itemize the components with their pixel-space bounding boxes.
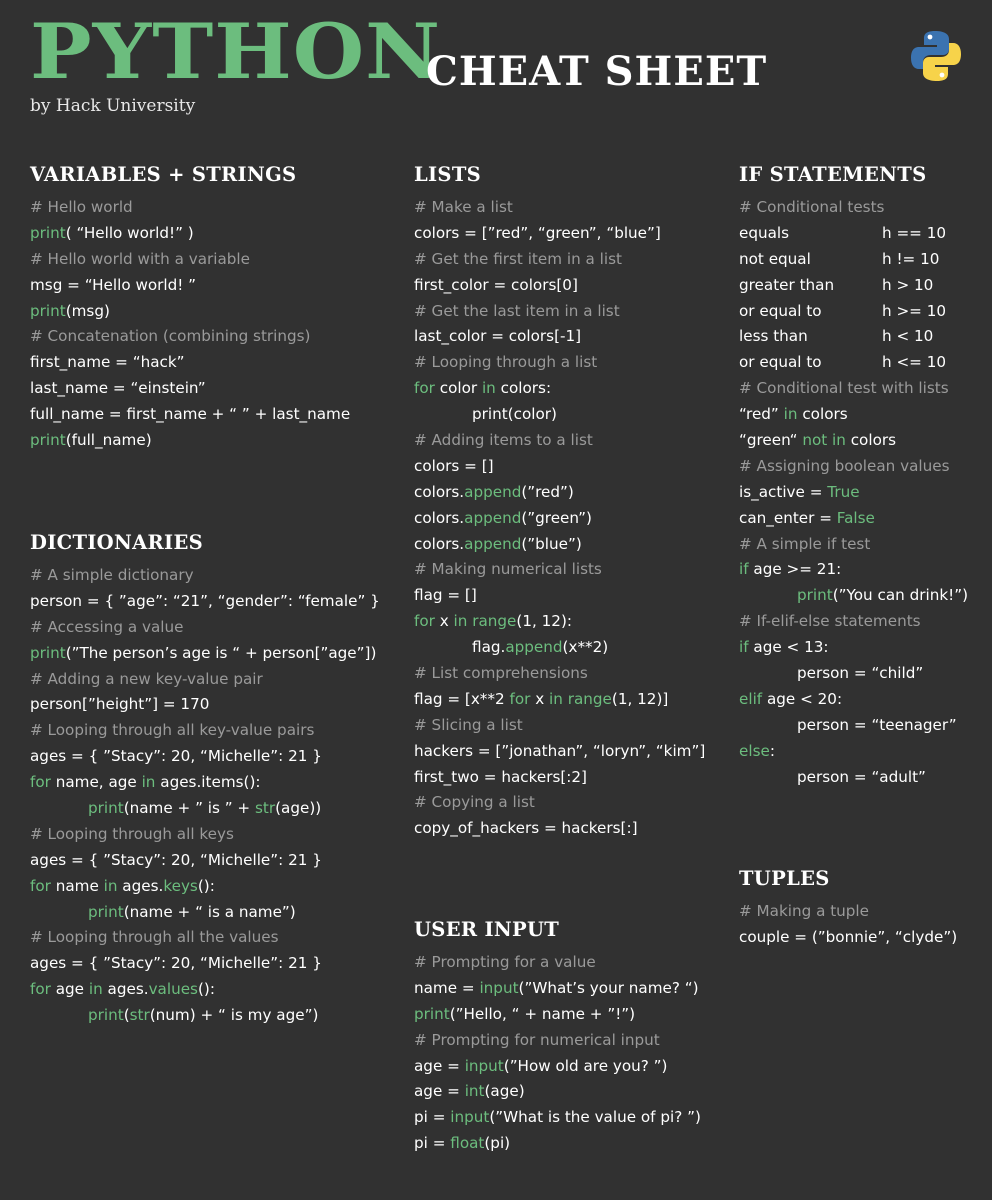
code-keyword: append <box>464 508 522 527</box>
code-comment-line <box>30 324 390 350</box>
section-if-statements <box>739 163 989 790</box>
code-text: pi = <box>414 1108 451 1127</box>
code-keyword: False <box>836 508 875 527</box>
code-text: name, age <box>50 773 142 792</box>
code-comment-line <box>739 195 989 221</box>
code-text: full_name = first_name + “ ” + last_name <box>30 405 351 424</box>
code-text: ages.items(): <box>155 773 261 792</box>
code-keyword: for <box>414 612 435 631</box>
code-line <box>414 273 724 299</box>
code-text: color <box>434 379 482 398</box>
code-keyword: not in <box>802 431 846 450</box>
code-line <box>414 402 724 428</box>
comparison-row <box>739 273 989 299</box>
code-comment-line <box>30 247 390 273</box>
comparison-label: equals <box>739 223 790 242</box>
code-comment-line <box>30 195 390 221</box>
code-text: (pi) <box>484 1134 511 1153</box>
code-comment-line <box>739 899 989 925</box>
code-text: # Make a list <box>414 198 513 216</box>
code-text: # Looping through a list <box>414 353 598 372</box>
code-text: ages. <box>117 876 164 895</box>
code-text: # Prompting for a value <box>414 953 596 971</box>
code-text: “red” <box>739 405 784 424</box>
code-line <box>30 350 390 376</box>
code-line <box>30 641 400 667</box>
code-text: # Looping through all key-value pairs <box>30 721 315 740</box>
code-keyword: print <box>414 1004 450 1023</box>
code-line <box>739 635 989 661</box>
code-text: # Looping through all keys <box>30 824 234 843</box>
code-line <box>30 221 390 247</box>
code-comment-line <box>739 609 989 635</box>
code-text: (”You can drink!”) <box>832 586 969 605</box>
comparison-label: or equal to <box>739 301 822 320</box>
comparison-expression: h > 10 <box>882 275 934 294</box>
code-keyword: else <box>739 741 770 760</box>
code-line <box>30 796 400 822</box>
code-line <box>739 925 989 951</box>
code-text: ages = { ”Stacy”: 20, “Michelle”: 21 } <box>30 850 322 869</box>
code-keyword: print <box>88 902 124 921</box>
section-title: TUPLES <box>739 867 830 890</box>
code-line <box>30 273 390 299</box>
code-text: age = <box>414 1056 465 1075</box>
code-line <box>739 687 989 713</box>
code-text: x <box>434 612 454 631</box>
code-comment-line <box>414 661 724 687</box>
code-text: age < 13: <box>748 638 829 657</box>
code-line <box>414 687 724 713</box>
page-title: PYTHON <box>30 7 442 97</box>
byline: by Hack University <box>30 96 196 116</box>
code-text: # Hello world <box>30 198 133 216</box>
code-text: (age)) <box>275 799 322 818</box>
code-keyword: in <box>141 773 156 792</box>
code-keyword: str <box>129 1006 150 1025</box>
code-line <box>414 480 724 506</box>
code-keyword: for <box>509 689 531 708</box>
code-text: colors. <box>414 534 465 553</box>
code-comment-line <box>414 299 724 325</box>
code-keyword: int <box>464 1082 485 1101</box>
code-line <box>739 661 989 687</box>
code-text: # Adding items to a list <box>414 431 593 450</box>
code-text: colors. <box>414 482 465 501</box>
code-text: flag = [x**2 <box>414 689 510 708</box>
code-line <box>30 874 400 900</box>
code-text: : <box>769 741 775 760</box>
code-keyword: append <box>464 482 522 501</box>
code-line <box>414 506 724 532</box>
code-text: (”What is the value of pi? ”) <box>489 1108 701 1127</box>
code-text: colors. <box>414 508 465 527</box>
code-keyword: in <box>549 689 563 708</box>
code-comment-line <box>414 350 724 376</box>
code-keyword: for <box>30 980 51 999</box>
code-line <box>30 376 390 402</box>
code-keyword: print <box>30 431 66 450</box>
code-text: person = “adult” <box>797 767 926 786</box>
code-line <box>30 951 400 977</box>
code-line <box>30 402 390 428</box>
code-text: ( “Hello world!” ) <box>65 223 194 242</box>
code-line <box>739 428 989 454</box>
code-comment-line <box>414 1028 724 1054</box>
code-text: # Making a tuple <box>739 902 869 920</box>
code-line <box>30 770 400 796</box>
code-text: # Hello world with a variable <box>30 249 250 268</box>
code-line <box>414 739 724 765</box>
code-line <box>414 976 724 1002</box>
code-text: (”red”) <box>521 482 574 501</box>
code-keyword: input <box>450 1108 490 1127</box>
code-line <box>414 1002 724 1028</box>
code-comment-line <box>414 713 724 739</box>
code-comment-line <box>30 615 400 641</box>
code-text: can_enter = <box>739 508 837 527</box>
code-text: colors: <box>495 379 552 398</box>
code-text: person[”height”] = 170 <box>30 695 210 714</box>
comparison-row <box>739 247 989 273</box>
code-text: age = <box>414 1082 465 1101</box>
code-line <box>414 376 724 402</box>
code-text: # Conditional test with lists <box>739 379 949 398</box>
code-keyword: in <box>88 980 103 999</box>
code-text: copy_of_hackers = hackers[:] <box>414 819 638 838</box>
code-text: ages = { ”Stacy”: 20, “Michelle”: 21 } <box>30 954 322 973</box>
code-keyword: str <box>254 799 276 818</box>
code-text: (): <box>197 876 215 895</box>
comparison-row <box>739 324 989 350</box>
code-line <box>414 765 724 791</box>
code-keyword: True <box>827 482 860 501</box>
code-line <box>739 583 989 609</box>
code-comment-line <box>30 718 400 744</box>
code-text: last_color = colors[-1] <box>414 327 582 346</box>
code-keyword: values <box>148 980 198 999</box>
section-user-input <box>414 918 724 1157</box>
code-comment-line <box>30 667 400 693</box>
code-line <box>30 1003 400 1029</box>
code-text: first_two = hackers[:2] <box>414 767 587 786</box>
code-text: first_name = “hack” <box>30 353 185 372</box>
code-keyword: print <box>88 799 124 818</box>
code-text: name <box>50 876 104 895</box>
section-dictionaries <box>30 531 400 1029</box>
code-keyword: print <box>30 643 66 662</box>
code-text: “green“ <box>739 431 803 450</box>
code-text: (age) <box>484 1082 525 1101</box>
code-line <box>414 1054 724 1080</box>
code-comment-line <box>414 428 724 454</box>
section-title: LISTS <box>414 163 482 186</box>
code-text: age <box>50 980 89 999</box>
code-keyword: print <box>30 223 66 242</box>
comparison-label: or equal to <box>739 353 822 372</box>
comparison-label: not equal <box>739 249 811 268</box>
code-line <box>739 765 989 791</box>
code-text: hackers = [”jonathan”, “loryn”, “kim”] <box>414 741 706 760</box>
comparison-label: greater than <box>739 275 835 294</box>
code-text: flag = [] <box>414 586 477 605</box>
code-text: msg = “Hello world! ” <box>30 275 197 294</box>
code-line <box>414 532 724 558</box>
code-text: # Making numerical lists <box>414 560 602 579</box>
code-line <box>414 454 724 480</box>
code-text: # Concatenation (combining strings) <box>30 327 311 346</box>
code-text: (”What’s your name? “) <box>518 978 699 997</box>
code-text: (name + ” is ” + <box>123 799 255 818</box>
code-line <box>739 480 989 506</box>
code-text: last_name = “einstein” <box>30 379 206 398</box>
code-text: colors <box>797 405 848 424</box>
code-text: pi = <box>414 1134 451 1153</box>
section-title: DICTIONARIES <box>30 531 203 554</box>
comparison-label: less than <box>739 327 808 346</box>
code-line <box>414 324 724 350</box>
section-title: VARIABLES + STRINGS <box>30 163 297 186</box>
code-line <box>414 1105 724 1131</box>
code-text: # Slicing a list <box>414 715 523 734</box>
code-text: print(color) <box>472 405 557 424</box>
section-variables-strings <box>30 163 390 454</box>
code-text: (”Hello, “ + name + ”!”) <box>449 1004 636 1023</box>
code-keyword: in <box>103 876 118 895</box>
code-text: ( <box>123 1006 130 1025</box>
code-keyword: append <box>464 534 522 553</box>
comparison-expression: h <= 10 <box>882 353 947 372</box>
code-comment-line <box>414 247 724 273</box>
code-line <box>414 609 724 635</box>
code-text: (”How old are you? ”) <box>503 1056 668 1075</box>
code-text: name = <box>414 978 480 997</box>
code-text: (”The person’s age is “ + person[”age”]) <box>65 643 377 662</box>
code-comment-line <box>414 950 724 976</box>
comparison-expression: h == 10 <box>882 223 947 242</box>
code-keyword: in <box>783 405 798 424</box>
code-line <box>30 977 400 1003</box>
code-text: # Looping through all the values <box>30 928 279 947</box>
code-text: (x**2) <box>562 638 609 657</box>
section-title: USER INPUT <box>414 918 560 941</box>
code-line <box>30 428 390 454</box>
code-comment-line <box>739 532 989 558</box>
code-keyword: in <box>453 612 468 631</box>
code-text: # Adding a new key-value pair <box>30 669 263 688</box>
code-line <box>739 713 989 739</box>
code-keyword: range <box>472 612 517 631</box>
code-text: person = “child” <box>797 664 924 683</box>
code-line <box>739 739 989 765</box>
comparison-expression: h < 10 <box>882 327 934 346</box>
code-comment-line <box>739 454 989 480</box>
code-keyword: print <box>30 301 66 320</box>
code-text: (1, 12): <box>516 612 573 631</box>
code-line <box>30 900 400 926</box>
code-text: age < 20: <box>762 689 843 708</box>
section-lists <box>414 163 724 842</box>
code-text: # List comprehensions <box>414 664 588 683</box>
code-line <box>30 692 400 718</box>
code-comment-line <box>414 790 724 816</box>
code-text: is_active = <box>739 482 828 501</box>
code-line <box>30 589 400 615</box>
code-keyword: append <box>505 638 563 657</box>
code-text: # Get the last item in a list <box>414 301 620 320</box>
code-text: person = { ”age”: “21”, “gender”: “female” } <box>30 591 380 610</box>
code-comment-line <box>30 925 400 951</box>
code-text: (name + “ is a name”) <box>123 902 296 921</box>
code-text: # A simple if test <box>739 534 871 553</box>
code-line <box>414 635 724 661</box>
code-text: # Get the first item in a list <box>414 249 622 268</box>
code-keyword: input <box>464 1056 504 1075</box>
code-line <box>414 1079 724 1105</box>
comparison-row <box>739 221 989 247</box>
code-line <box>30 848 400 874</box>
code-text: (”green”) <box>521 508 592 527</box>
code-text: (full_name) <box>65 431 152 450</box>
code-comment-line <box>30 822 400 848</box>
code-keyword: input <box>479 978 519 997</box>
code-comment-line <box>414 195 724 221</box>
code-line <box>414 1131 724 1157</box>
code-text: person = “teenager” <box>797 715 957 734</box>
code-line <box>414 221 724 247</box>
code-line <box>739 402 989 428</box>
code-keyword: if <box>739 638 749 657</box>
code-text: couple = (”bonnie”, “clyde”) <box>739 927 958 946</box>
code-text: ages = { ”Stacy”: 20, “Michelle”: 21 } <box>30 747 322 766</box>
code-text: first_color = colors[0] <box>414 275 578 294</box>
code-keyword: for <box>414 379 435 398</box>
comparison-row <box>739 350 989 376</box>
python-logo-icon <box>908 28 964 84</box>
code-line <box>30 299 390 325</box>
code-keyword: elif <box>739 689 763 708</box>
code-line <box>414 583 724 609</box>
code-comment-line <box>414 557 724 583</box>
code-text: # Accessing a value <box>30 617 184 636</box>
code-text: # A simple dictionary <box>30 566 194 584</box>
code-text: # Conditional tests <box>739 198 885 216</box>
code-keyword: in <box>481 379 496 398</box>
code-text: # Assigning boolean values <box>739 456 950 475</box>
code-text: colors <box>845 431 897 450</box>
code-keyword: float <box>450 1134 485 1153</box>
code-text: # If-elif-else statements <box>739 612 921 631</box>
code-keyword: print <box>88 1006 124 1025</box>
code-text: colors = [”red”, “green”, “blue”] <box>414 223 661 242</box>
code-text: (”blue”) <box>521 534 582 553</box>
code-text: age >= 21: <box>748 560 842 579</box>
code-keyword: if <box>739 560 749 579</box>
code-text: (msg) <box>65 301 110 320</box>
code-text: # Prompting for numerical input <box>414 1030 660 1049</box>
comparison-expression: h >= 10 <box>882 301 947 320</box>
code-comment-line <box>30 563 400 589</box>
code-text: ages. <box>102 980 149 999</box>
comparison-expression: h != 10 <box>882 249 940 268</box>
code-text: (num) + “ is my age”) <box>149 1006 319 1025</box>
comparison-row <box>739 299 989 325</box>
code-text: # Copying a list <box>414 793 535 812</box>
code-text: colors = [] <box>414 456 494 475</box>
code-text: x <box>530 689 550 708</box>
code-line <box>30 744 400 770</box>
code-keyword: print <box>797 586 833 605</box>
code-keyword: for <box>30 773 51 792</box>
section-tuples <box>739 867 989 951</box>
code-comment-line <box>739 376 989 402</box>
code-line <box>414 816 724 842</box>
page-subtitle: CHEAT SHEET <box>426 48 768 95</box>
code-line <box>739 557 989 583</box>
code-text: (): <box>197 980 215 999</box>
code-keyword: range <box>567 689 612 708</box>
code-text: (1, 12)] <box>611 689 669 708</box>
code-text: flag. <box>472 638 506 657</box>
code-line <box>739 506 989 532</box>
section-title: IF STATEMENTS <box>739 163 927 186</box>
code-keyword: keys <box>163 876 198 895</box>
code-keyword: for <box>30 876 51 895</box>
